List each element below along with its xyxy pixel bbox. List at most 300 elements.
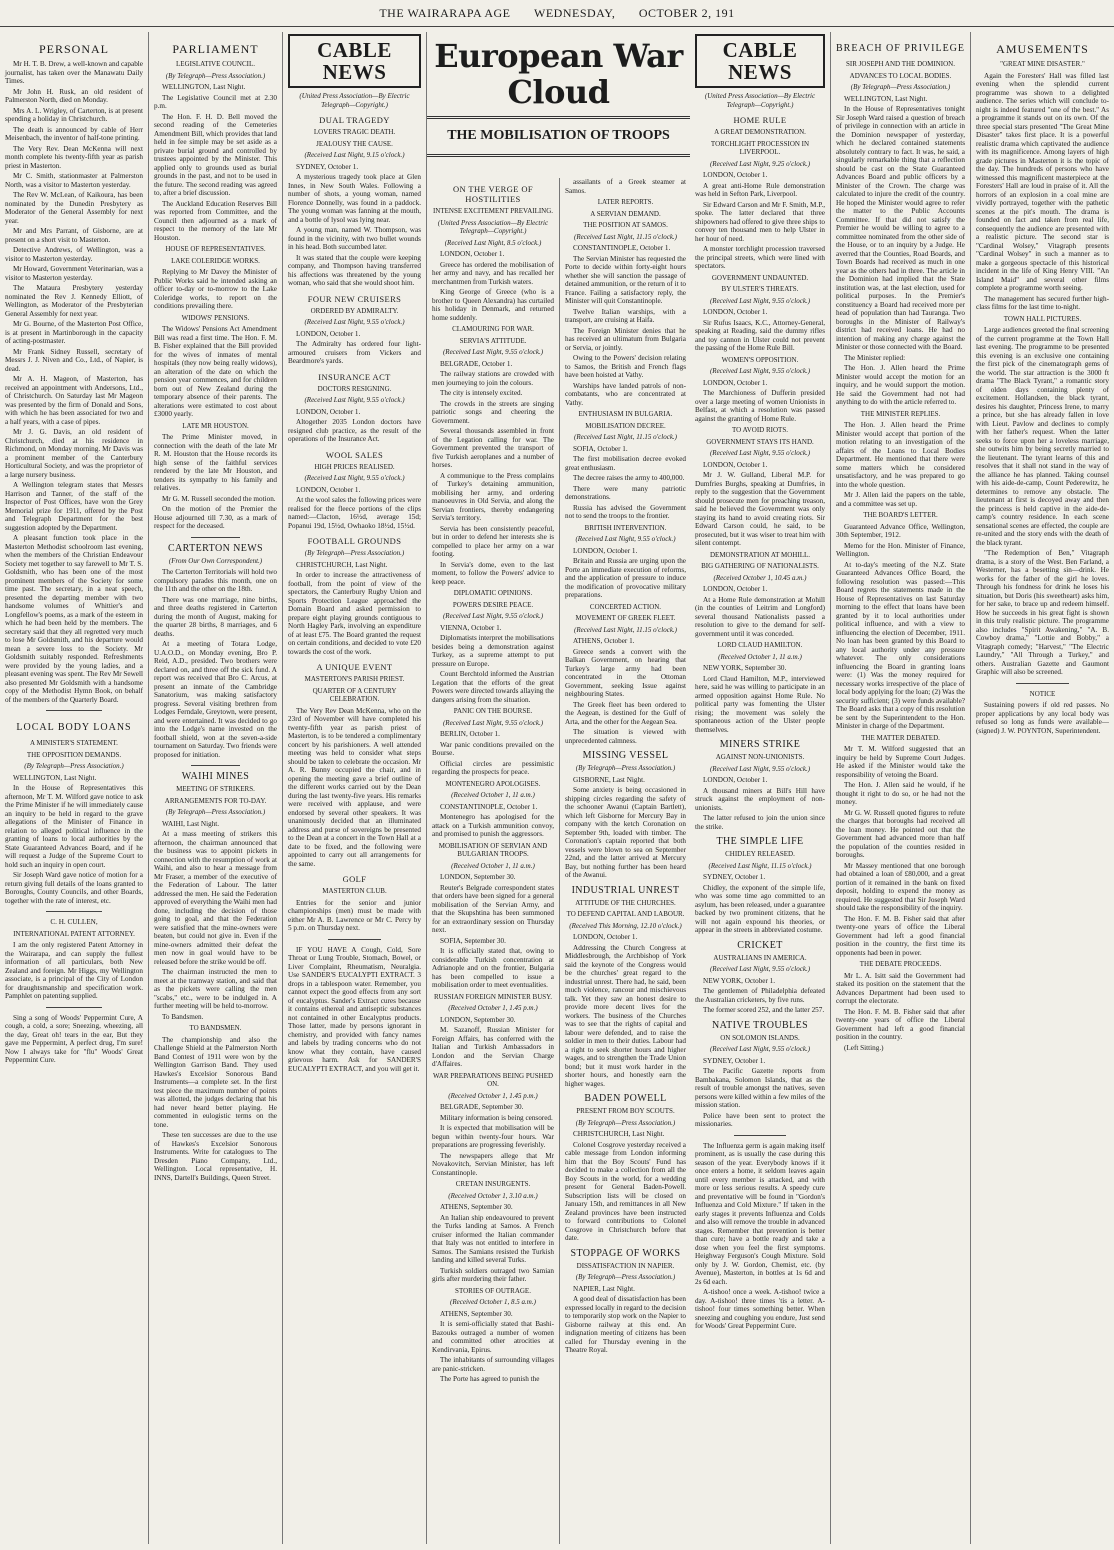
article-body xyxy=(154,268,277,311)
subheading: TO AVOID RIOTS. xyxy=(732,426,788,434)
paragraph: LONDON, October 1. xyxy=(703,171,768,179)
wire-credit: (United Press Association—By Electric Telegraph—Copyright.) xyxy=(704,92,816,109)
paragraph: The Carterton Territorials will hold two compulsory parades this month, one on the 11th and the other on the 18th. xyxy=(154,568,277,593)
paragraph: SYDNEY, October 1. xyxy=(703,873,766,881)
headline: FOOTBALL GROUNDS xyxy=(307,536,402,546)
subheading: BIG GATHERING OF NATIONALISTS. xyxy=(701,562,819,570)
received-note: (Received Last Night, 9.15 o'clock.) xyxy=(304,151,405,159)
paragraph: Turkish soldiers outraged two Samian girls after murdering their father. xyxy=(432,1266,554,1283)
paragraph: Mr A. H. Mageon, of Masterton, has received an appointment with Andersons, Ltd., of Christchurch. On Saturday last Mr Mageon was presented by the firm of Donald and Sons, with which he has been associated for two and a half years, with a case of pipes. xyxy=(5,375,143,426)
paragraph: NEW YORK, October 1. xyxy=(703,976,776,985)
article-body xyxy=(695,1057,825,1129)
paragraph: At a Home Rule demonstration at Mohill (in the counties of Leitrim and Longford) several thousand Nationalists passed a resolution to give to the demand for self-government until it was conceded. xyxy=(695,595,825,638)
subheading: TORCHLIGHT PROCESSION IN LIVERPOOL. xyxy=(710,139,810,156)
paragraph: Colonel Cosgrove yesterday received a cable message from London informing him that the Boy Scouts' Fund has decided to make a collection from all the Boy Scouts in the world, for a wedding present for General Baden-Powell. Subscription lists will be closed on January 15th, and remittances in all New Zealand provinces have been instructed to forward contributions to Colonel Cosgrove in Christchurch before that date. xyxy=(565,1140,686,1242)
paragraph: The Legislative Council met at 2.30 p.m. xyxy=(154,93,277,110)
paragraph: An Italian ship endeavoured to prevent the Turks landing at Samos. A French cruiser informed the Italian commander that Italy was not entitled to interfere in Samos. The Samians resisted the Turkish landing and killed several Turks. xyxy=(432,1213,554,1264)
received-note: (Received Last Night, 9.55 o'clock.) xyxy=(442,612,544,620)
received-note: (Received October 1, 10.45 a.m.) xyxy=(713,573,807,582)
received-note: (Received Last Night, 9.55 o'clock.) xyxy=(709,449,811,457)
paragraph: There was one marriage, nine births, and three deaths registered in Carterton during the month of August, making for the quarter 28 births, 8 marriages, and 6 deaths. xyxy=(154,595,277,638)
section-heading-waihi: WAIHI MINES xyxy=(181,771,250,782)
paragraph: LONDON, October 1. xyxy=(703,378,768,387)
paragraph: At a meeting of Totara Lodge, U.A.O.D., on Monday evening, Bro P. Reid, A.D., presided. Two brothers were declared on, and three off the sick fund. A report was received that Bro C. Arcus, at present an inmate of the Cambridge Sanatorium, was making satisfactory progress. Several visiting brethren from Lodges Ferndale, Greytown, were present, and were entertained. It was decided to go into the Lodge's name invested on the football shield, won at the seven-a-side tournament on Saturday. Two friends were proposed for initiation. xyxy=(154,640,277,759)
paragraph: The Hon. F. H. D. Bell moved the second reading of the Cemeteries Amendment Bill, which provides that land held in fee simple may be set aside as a private burial ground and controlled by trustees appointed by the Minister. This applied only to grounds used as burial grounds in the past, and not to be used in the future. The second reading was agreed to, after a brief discussion. xyxy=(154,112,277,197)
paragraph: At to-day's meeting of the N.Z. State Guaranteed Advances Office Board, the following resolution was passed:—This Board regrets the statements made in the House of Representatives on last Saturday morning to the effect that loans have been granted by it to local authorities under political influence, and with a view to influencing the election of December, 1911. No loan has been granted by this Board to any local authority under any pressure whatever. The only considerations influencing the Board in granting loans were: (1) Was the money required for necessary works irrespective of the place of local body applying for the loan; (2) Was the security sufficient; (3) were funds available? The Board asks that a copy of this resolution be sent by the Superintendent to the Hon. Minister in charge of the Department. xyxy=(836,560,965,730)
article-body xyxy=(565,1130,686,1243)
paragraph: Memo for the Hon. Minister of Finance, Wellington. xyxy=(836,541,965,558)
paragraph: A Wellington telegram states that Messrs Harrison and Tanner, of the staff of the Inspector of Post Offices, have won the Grey Memorial prize for 1911, offered by the Post and Telegraph Department for the best suggestion adopted by the Department. xyxy=(5,481,143,532)
section-heading-local-body-loans: LOCAL BODY LOANS xyxy=(16,722,132,733)
masthead-title: THE WAIRARAPA AGE xyxy=(379,6,511,20)
subheading: ATTITUDE OF THE CHURCHES. xyxy=(575,898,676,907)
subheading: MONTENEGRO APOLOGISES. xyxy=(445,779,541,788)
subheading: LEGISLATIVE COUNCIL. xyxy=(176,60,255,68)
divider xyxy=(191,765,240,766)
paragraph: Mr and Mrs Parrant, of Gisborne, are at present on a short visit to Masterton. xyxy=(5,227,143,244)
article-body xyxy=(432,624,554,705)
paragraph: The Marchioness of Dufferin presided over a large meeting of women Unionists in Belfast, at which a resolution was passed against the granting of Home Rule. xyxy=(695,389,825,423)
paragraph: The Greek fleet has been ordered to the Aegean, is destined for the Gulf of Arta, and the other for the Aegean Sea. xyxy=(565,700,686,726)
divider xyxy=(46,710,101,711)
subheading: MASTERTON CLUB. xyxy=(322,887,387,895)
divider xyxy=(46,1007,101,1008)
paragraph: Count Berchtold informed the Austrian Legation that the efforts of the great Powers were directed towards allaying the dangers arising from the situation. xyxy=(432,670,554,704)
paragraph: At the wool sales the following prices were realised for the fleece portions of the clips named:—Clacton, 16½d, average 15d; Popanui 19d, 15½d, Owhaoko 18½d, 15½d. xyxy=(288,496,421,530)
subheading: THE BOARD'S LETTER. xyxy=(863,511,938,519)
paragraph: Servia has been consistently peaceful, but in order to defend her interests she is compelled to place her army on a war footing. xyxy=(432,524,554,558)
paragraph: The crowds in the streets are singing patriotic songs and cheering the Government. xyxy=(432,399,554,425)
subheading: THE POSITION AT SAMOS. xyxy=(583,221,668,229)
divider xyxy=(328,939,381,940)
paragraph: Some anxiety is being occasioned in shipping circles regarding the safety of the schooner Awanui (Captain Bartlett), which left Gisborne for Mercury Bay in company with the ketch Coronation on September 9th, loaded with timber. The Coronation's captain reported that both vessels were blown to sea on September 22nd, and the latter arrived at Mercury Bay, but nothing further has been heard of the Awanui. xyxy=(565,786,686,879)
article-body xyxy=(432,1016,554,1069)
article-body xyxy=(154,1036,277,1183)
article-body xyxy=(432,1103,554,1177)
divider xyxy=(46,911,101,912)
paragraph: WELLINGTON, Last Night. xyxy=(844,94,928,103)
paragraph: It was stated that the couple were keeping company, and Thompson having transferred his affections was threatened by the young woman, who said that she would shoot him. xyxy=(288,253,421,287)
received-note: (Received October 1, 8.5 a.m.) xyxy=(450,1298,536,1306)
wire-credit: (By Telegraph—Press Association.) xyxy=(304,549,405,557)
paragraph: ATHENS, October 1. xyxy=(573,637,635,645)
paragraph: Mrs A. L. Wrigley, of Carterton, is at present spending a holiday in Christchurch. xyxy=(5,106,143,123)
paragraph: Mr J. Allen laid the papers on the table, and a committee was set up. xyxy=(836,491,965,508)
article-body xyxy=(976,326,1109,677)
paragraph: LONDON, October 1. xyxy=(703,585,768,593)
paragraph: In Servia's dome, even to the last moment, to follow the Powers' advice to keep peace. xyxy=(432,560,554,586)
paragraph: Again the Foresters' Hall was filled last evening when the splendid current programme was shown to a delighted audience. The series which will conclude to-night is indeed featured "one of the best." As a programme it stands out on its own. Of the three special stars presented "The Great Mine Disaster" takes first place. It is a powerful realistic drama which captivated the audience with its magnificence. Among layers of high grade pictures in Masterton it is the topic of the day. The hundreds of persons who have witnessed this magnificent masterpiece at the Foresters' Hall are loud in praise of it. All the horrors of an explosion in a coal mine are vividly portrayed, together with the pathetic scenes at the pit's mouth. The drama is founded on fact and taken from real life, consequently the audience are presented with a realistic picture. The second star is "Cardinal Wolsey," Vitagraph presents "Cardinal Wolsey" in such a manner as to make a gorgeous spectacle of this historical incident in the life of King Henry VIII. "An Island Maid" and several other films complete a programme worth seeing. xyxy=(976,71,1109,292)
paragraph: GISBORNE, Last Night. xyxy=(573,775,645,784)
wire-credit: (By Telegraph—Press Association.) xyxy=(575,764,676,772)
article-body xyxy=(695,379,825,424)
article-body-local-body-loans xyxy=(5,774,143,906)
paragraph: Large audiences greeted the final screening of the current programme at the Town Hall last evening. The programme to be presented this evening is an exclusive one containing the first pick of the cinematograph gems of the world. The star attraction is the 3000 ft drama "The Black Tyrant," a romantic story of olden days containing plenty of excitement. Hollandsen, the black tyrant, desires his daughter, Princess Irene, to marry a prince, but she has already fallen in love with Lieut. Pavlow and declines to comply with her father's request. When the latter seeks to force upon her a loveless marriage, she outwits him by being secretly married to the lieutenant. The tyrant learns of this and resolves that it shall not stand in the way of the alliance he has planned. Taking counsel with his aide-de-camp, Count Pederewitz, he determines to remove any obstacle. The lieutenant at first is decoyed away and then the princess is held captive in the aide-de-camp's country residence. In each scene sensational scenes are effected, the couple are re-united and the story ends with the death of the black tyrant. xyxy=(976,326,1109,547)
paragraph: Mr Massey mentioned that one borough had obtained a loan of £80,000, and a great portion of it remained in the bank on fixed deposit, holding to expend the money as required. He suggested that Sir Joseph Ward should take the responsibility of the inquiry. xyxy=(836,861,965,912)
received-note: (Received October 1, 11 a.m.) xyxy=(718,652,802,661)
headline: ON THE VERGE OF HOSTILITIES xyxy=(452,184,534,204)
headline: THE SIMPLE LIFE xyxy=(716,836,804,847)
received-note: (Received Last Night, 9.55 o'clock.) xyxy=(709,965,811,973)
article-body xyxy=(695,308,825,353)
subheading: LATE MR HOUSTON. xyxy=(182,421,249,430)
paragraph: The Very Rev. Dean McKenna will next month complete his twenty-fifth year as parish priest in Masterton. xyxy=(5,144,143,170)
paragraph: Replying to Mr Davey the Minister of Public Works said he intended asking an officer to-day or to-morrow to the Lake Coleridge works, to report on the conditions prevailing there. xyxy=(154,268,277,310)
headline: CRICKET xyxy=(737,939,783,951)
subheading: THE DEBATE PROCEEDS. xyxy=(859,960,942,968)
paragraph: The Hon. J. Allen heard the Prime Minister would accept the motion for an inquiry, and he would support the motion. He said the Government had not had anything to do with the article referred to. xyxy=(836,364,965,406)
paragraph: A communique to the Press complains of Turkey's detaining ammunition, mobilising her army, and ordering manoeuvres in Old Servia, and along the Servian frontiers, thereby endangering Servia's territory. xyxy=(432,471,554,522)
subheading: DEMONSTRATION AT MOHILL. xyxy=(709,550,810,559)
paragraph: Mr H. T. B. Drew, a well-known and capable journalist, has taken over the Manawatu Daily Times. xyxy=(5,60,143,85)
article-body xyxy=(154,568,277,759)
subheading: ORDERED BY ADMIRALTY. xyxy=(310,306,399,315)
column-breach-of-privilege xyxy=(830,32,970,1544)
subheading: LAKE COLERIDGE WORKS. xyxy=(171,256,260,265)
subheading: INTENSE EXCITEMENT PREVAILING. xyxy=(432,207,554,215)
wire-credit: (By Telegraph—Press Association.) xyxy=(165,71,266,80)
masthead-date: OCTOBER 2, 191 xyxy=(638,6,735,20)
paragraph: Guaranteed Advance Office, Wellington, 30th September, 1912. xyxy=(836,522,965,539)
paragraph: The newspapers allege that Mr Novakovitch, Servian Minister, has left Constantinople. xyxy=(432,1151,554,1177)
paragraph: Warships have landed patrols of non-combatants, who are concentrated at Vathy. xyxy=(565,381,686,407)
subheading: SIR JOSEPH AND THE DOMINION. xyxy=(846,60,955,68)
received-note: (Received Last Night, 9.55 o'clock.) xyxy=(709,764,811,773)
paragraph: In the House of Representatives this afternoon, Mr T. M. Wilford gave notice to ask the Prime Minister if he will immediately cause an inquiry to be held in regard to the grave allegations of the Minister of Finance in relation to alleged political influence in the granting of loans to local authorities by the State Guaranteed Advances Board, and if he will request a Judge of the Supreme Court to hold such an inquiry in open court. xyxy=(5,784,143,869)
subheading: THE MATTER DEBATED. xyxy=(861,733,940,742)
article-body xyxy=(154,325,277,419)
paragraph: Mr L. A. Isitt said the Government had staked its position on the statement that the Advances Department had been used to corrupt the electorate. xyxy=(836,971,965,1005)
subheading: DOCTORS RESIGNING. xyxy=(317,384,392,393)
subheading: ON SOLOMON ISLANDS. xyxy=(720,1033,800,1042)
paragraph: The Minister replied: xyxy=(844,353,906,362)
article-body xyxy=(288,486,421,531)
paragraph: The Hon. J. Allen heard the Prime Minister would accept that portion of the motion relating to an investigation of the affairs of the Loans to Local Bodies Department. He mentioned that there were some matters which he considered unsatisfactory, and he was prepared to go into the whole question. xyxy=(836,421,965,489)
advert-name: C. H. CULLEN, xyxy=(50,918,98,926)
article-body xyxy=(432,360,554,587)
paragraph: SYDNEY, October 1. xyxy=(703,1056,766,1065)
paragraph: Mr John H. Rusk, an old resident of Palmerston North, died on Monday. xyxy=(5,87,143,104)
paragraph: There were many patriotic demonstrations. xyxy=(565,484,686,501)
section-heading-breach: BREACH OF PRIVILEGE xyxy=(836,43,966,54)
column-parliament xyxy=(148,32,282,1544)
war-cloud-section xyxy=(426,32,690,1544)
wire-credit: (By Telegraph—Press Association.) xyxy=(575,1118,676,1127)
paragraph: Several thousands assembled in front of the Legation calling for war. The Government prevented the transport of five Turkish aeroplanes and a number of horses. xyxy=(432,427,554,469)
received-note: (Received Last Night, 9.55 o'clock.) xyxy=(304,396,405,404)
subheading: DISSATISFACTION IN NAPIER. xyxy=(576,1261,675,1270)
advert-ditty: A-tishoo! once a week. A-tishoo! twice a day. A-tishoo! three times 'tis a letter. A-tishoo! four times something better. When sneezing and coughing you endure, Just send for Woods' Great Peppermint Cure. xyxy=(695,1288,825,1330)
paragraph: WELLINGTON, Last Night. xyxy=(13,773,97,782)
headline: HOME RULE xyxy=(733,115,787,125)
received-note: (Received Last Night, 11.15 o'clock.) xyxy=(573,433,678,441)
article-body xyxy=(565,933,686,1088)
column-personal xyxy=(0,32,148,1544)
subheading: ADVANCES TO LOCAL BODIES. xyxy=(849,71,952,80)
divider xyxy=(734,1135,786,1136)
subheading: CRETAN INSURGENTS. xyxy=(455,1180,531,1188)
received-note: (Received Last Night, 9.55 o'clock.) xyxy=(442,718,544,727)
advert-text: I am the only registered Patent Attorney in the Wairarapa, and can supply the fullest information of all particulars, both New Zealand and foreign. Mr Higgs, my Wellington associate, is a principal of the City of London for draughtsmanship and specification work. Pamphlet on patenting supplied. xyxy=(5,941,143,1000)
received-note: (Received October 1, 1.45 p.m.) xyxy=(448,1091,538,1100)
paragraph: The Hon. F. M. B. Fisher said that after twenty-one years of office the Liberal Government had left a good financial position in the country. xyxy=(836,1007,965,1041)
headline: INSURANCE ACT xyxy=(318,371,391,382)
article-body xyxy=(432,250,554,322)
paragraph: Mr Howard, Government Veterinarian, was a visitor to Masterton yesterday. xyxy=(5,265,143,282)
paragraph: (Left Sitting.) xyxy=(844,1043,884,1052)
subheading: WIDOWS' PENSIONS. xyxy=(181,313,250,322)
article-body xyxy=(836,523,965,731)
article-body xyxy=(695,873,825,935)
paragraph: SOFIA, October 1. xyxy=(573,444,628,453)
paragraph: Greece sends a convert with the Balkan Government, on hearing that Turkey's large army had been concentrated in the Ottoman Government, seeking Issue against neighbouring States. xyxy=(565,647,686,698)
paragraph: BELGRADE, September 30. xyxy=(440,1103,524,1111)
received-note: (Received Last Night, 9.55 o'clock.) xyxy=(304,318,405,326)
paragraph: WAIHI, Last Night. xyxy=(162,819,220,828)
headline: MISSING VESSEL xyxy=(582,750,669,761)
section-heading-parliament: PARLIAMENT xyxy=(172,42,259,56)
paragraph: LONDON, September 30. xyxy=(440,1015,516,1024)
subheading: MOBILISATION DECREE. xyxy=(585,421,666,430)
paragraph: Sir Edward Carson and Mr F. Smith, M.P., spoke. The latter declared that three shipowners had offered to give three ships to convey ten thousand men to help Ulster in her hour of need. xyxy=(695,200,826,243)
paragraph: The Hon. F. M. B. Fisher said that after twenty-one years of office the Liberal Government had left a good financial position in the country, the first time its opponents had been in power. xyxy=(836,914,965,957)
paragraph: King George of Greece (who is a brother to Queen Alexandra) has curtailed his holiday in Denmark, and returned home suddenly. xyxy=(432,288,554,322)
article-body xyxy=(565,547,686,600)
paragraph: Owing to the Powers' decision relating to Samos, the British and French flags have been hoisted at Vathy. xyxy=(565,354,686,379)
paragraph: LONDON, October 1. xyxy=(296,407,361,416)
paragraph: LONDON, October 1. xyxy=(296,329,361,338)
subheading: ARRANGEMENTS FOR TO-DAY. xyxy=(164,796,267,805)
subheading: "GREAT MINE DISASTER." xyxy=(1000,60,1085,68)
received-note: (Received October 1, 11 a.m.) xyxy=(451,791,535,799)
subheading: LATER REPORTS. xyxy=(597,198,654,206)
masthead xyxy=(0,0,1114,27)
masthead-day: WEDNESDAY, xyxy=(534,6,616,20)
paragraph: Lord Claud Hamilton, M.P., interviewed here, said he was willing to participate in an armed opposition against Home Rule. No political party was fomenting the Ulster rising; the movement was solely the spontaneous action of the Ulster people themselves. xyxy=(695,674,825,734)
paragraph: LONDON, October 1. xyxy=(573,933,638,941)
received-note: (Received October 1, 3.10 a.m.) xyxy=(448,1191,538,1200)
article-body xyxy=(836,972,965,1053)
paragraph: The city is intensely excited. xyxy=(440,389,523,397)
subheading: HOUSE OF REPRESENTATIVES. xyxy=(165,245,266,253)
subheading: JEALOUSY THE CAUSE. xyxy=(316,139,393,148)
subheading: PANIC ON THE BOURSE. xyxy=(453,707,533,715)
article-body-personal xyxy=(5,60,143,704)
subheading: THE OPPOSITION DEMANDS. xyxy=(26,750,122,759)
subheading: LORD CLAUD HAMILTON. xyxy=(717,641,803,649)
divider xyxy=(427,116,690,119)
paragraph: Military information is being censored. xyxy=(440,1113,553,1122)
paragraph: The death is announced by cable of Herr Meisenbach, the inventor of half-tone printing. xyxy=(5,125,143,142)
advert-text: IF YOU HAVE A Cough, Cold, Sore Throat or Lung Trouble, Stomach, Bowel, or Liver Complaint, Rheumatism, Neuralgia. Use SANDER'S EUCALYPTI EXTRACT. 3 drops in a tablespoon water. Remember, you cannot expect the good effects from any sort of eucalyptus. Sander's Extract cures because it contains ethereal and antiseptic substances not contained in other Eucalyptus products. Those latter, made by persons ignorant in chemistry, and provided with fancy names and labels by trading concerns who do not know what they contain, have caused grievous harm. Ask for SANDER'S EUCALYPTI EXTRACT, and you will get it. xyxy=(288,945,421,1073)
war-column-left xyxy=(427,178,559,1544)
received-note: (Received October 1, 1.45 p.m.) xyxy=(448,1004,538,1012)
paragraph: LONDON, October 1. xyxy=(296,485,361,494)
article-body xyxy=(288,899,421,933)
wire-credit: (United Press Association—By Electric Telegraph—Copyright.) xyxy=(299,92,410,109)
paragraph: Altogether 2035 London doctors have resigned club practice, as the result of the operations of the Insurance Act. xyxy=(288,418,421,443)
paragraph: LONDON, October 1. xyxy=(573,546,638,555)
subheading: HIGH PRICES REALISED. xyxy=(314,462,395,471)
subheading: STORIES OF OUTRAGE. xyxy=(455,1286,531,1295)
article-body xyxy=(288,561,421,657)
article-body xyxy=(565,178,686,195)
divider xyxy=(427,154,690,157)
advert-ditty: Sing a song of Woods' Peppermint Cure, A cough, a cold, a sore; Sneezing, wheezing, all the day, Great oh! tears in the ear, But they gave me Peppermint, A perfect drug, I'm sure! Now I always take for "flu" Woods' Great Peppermint Cure. xyxy=(5,1013,143,1064)
article-body xyxy=(154,433,277,531)
subheading: PRESENT FROM BOY SCOUTS. xyxy=(576,1107,675,1115)
subheading: RUSSIAN FOREIGN MINISTER BUSY. xyxy=(433,992,553,1001)
headline: NATIVE TROUBLES xyxy=(711,1019,809,1031)
headline: MINERS STRIKE xyxy=(719,739,801,750)
paragraph: Reuter's Belgrade correspondent states that orders have been signed for a general mobilisation of the Servian Army, and that the Skupshtina has been summoned for an extraordinary session on Thursday next. xyxy=(432,883,554,934)
paragraph: NEW YORK, September 30. xyxy=(703,664,787,672)
article-body xyxy=(695,461,825,548)
paragraph: Police have been sent to protect the missionaries. xyxy=(695,1111,825,1128)
paragraph: LONDON, October 1. xyxy=(440,250,505,258)
paragraph: Mr G. M. Russell seconded the motion. xyxy=(162,494,276,503)
war-column-right xyxy=(559,178,691,1544)
received-note: (Received Last Night, 9.55 o'clock.) xyxy=(442,348,544,356)
received-note: (Received Last Night, 9.55 o'clock.) xyxy=(709,1045,811,1053)
paragraph: The Servian Minister has requested the Porte to decide within forty-eight hours whether she will sanction the passage of detained ammunition, or the return of it to France. Failing a satisfactory reply, the Minister will quit Constantinople. xyxy=(565,254,686,305)
article-body xyxy=(432,803,554,839)
subheading: CLAMOURING FOR WAR. xyxy=(452,325,534,333)
paragraph: The gentlemen of Philadelphia defeated the Australian cricketers, by five runs. xyxy=(695,987,825,1004)
paragraph: A great anti-Home Rule demonstration was held in Sefton Park, Liverpool. xyxy=(695,181,825,198)
paragraph: The Porte has agreed to punish the xyxy=(440,1375,540,1383)
paragraph: ATHENS, September 30. xyxy=(440,1309,513,1318)
paragraph: Russia has advised the Government not to send the troops to the frontier. xyxy=(565,503,686,520)
subheading: ENTHUSIASM IN BULGARIA. xyxy=(578,410,673,418)
subheading: SERVIA'S ATTITUDE. xyxy=(459,336,527,345)
received-note: (Received Last Night, 8.5 o'clock.) xyxy=(444,238,542,247)
paragraph: A mysterious tragedy took place at Glen Innes, in New South Wales. Following a number of shots, a young woman, named Florence Donnelly, was found in a paddock. The young woman was fanning at the mouth, and a bottle of lysol was lying near. xyxy=(288,173,421,224)
paragraph: The decree raises the army to 400,000. xyxy=(573,474,685,482)
paragraph: LONDON, September 30. xyxy=(440,873,516,881)
article-body xyxy=(154,820,277,1022)
received-note: (Received This Morning, 12.10 o'clock.) xyxy=(569,921,682,930)
section-heading-carterton: CARTERTON NEWS xyxy=(167,542,264,554)
received-note: (Received Last Night, 9.25 o'clock.) xyxy=(709,159,811,168)
subheading: TO DEFEND CAPITAL AND LABOUR. xyxy=(566,910,685,918)
paragraph: LONDON, October 1. xyxy=(703,460,768,469)
paragraph: It is expected that mobilisation will be begun within twenty-four hours. War preparations are progressing feverishly. xyxy=(432,1124,554,1149)
paragraph: CONSTANTINOPLE, October 1. xyxy=(573,244,671,252)
paragraph: Sir Rufus Isaacs, K.C., Attorney-General, speaking at Reading, said the dummy rifles and toy cannon in Ulster could not prevent the passing of the Home Rule Bill. xyxy=(695,318,825,352)
article-body xyxy=(695,171,825,271)
paragraph: The Widows' Pensions Act Amendment Bill was read a first time. The Hon. F. M. B. Fisher explained that the Bill provided for the wives of inmates of mental hospitals (they now being really widows), an alteration of the date on which the pension year commences, and for children born out of New Zealand during the temporary absence of their parents. The alterations were estimated to cost about £3000 yearly. xyxy=(154,325,277,418)
received-note: (Received October 1, 11 a.m.) xyxy=(451,861,535,870)
divider xyxy=(1016,683,1069,684)
subheading: WOMEN'S OPPOSITION. xyxy=(721,355,799,364)
paragraph: LONDON, October 1. xyxy=(703,308,768,316)
article-body xyxy=(695,776,825,831)
headline: GOLF xyxy=(342,874,367,884)
paragraph: The chairman instructed the men to meet at the tramway station, and said that as the pickets were calling the men "scabs," etc., were to be indulged in. A further meeting will be held to-morrow. xyxy=(154,968,277,1010)
paragraph: Greece has ordered the mobilisation of her army and navy, and has recalled her merchantmen from Turkish waters. xyxy=(432,260,554,286)
paragraph: SYDNEY, October 1. xyxy=(296,162,359,171)
column-cable-news-1 xyxy=(282,32,426,1544)
headline: A UNIQUE EVENT xyxy=(316,662,393,672)
paragraph: It is semi-officially stated that Bashi-Bazouks outraged a number of women and committed other atrocities at Kendirvania, Epirus. xyxy=(432,1320,554,1354)
wire-credit: (By Telegraph—Press Association.) xyxy=(575,1273,676,1281)
paragraph: The former scored 252, and the latter 257. xyxy=(703,1006,825,1014)
subheading: GOVERNMENT UNDAUNTED. xyxy=(711,273,809,282)
article-body xyxy=(288,408,421,444)
received-note: (Received Last Night, 9.55 o'clock.) xyxy=(709,367,811,375)
subheading: POWERS DESIRE PEACE. xyxy=(452,600,534,609)
paragraph: War panic conditions prevailed on the Bourse. xyxy=(432,740,554,757)
subheading: QUARTER OF A CENTURY CELEBRATION. xyxy=(312,686,397,703)
paragraph: CONSTANTINOPLE, October 1. xyxy=(440,802,538,811)
subheading: BRITISH INTERVENTION. xyxy=(584,523,667,532)
article-body xyxy=(432,1310,554,1384)
paragraph: The Auckland Education Reserves Bill was reported from Committee, and the Council then adjourned as a mark of respect to the memory of the late Mr Houston. xyxy=(154,199,277,242)
war-cloud-subheadline: THE MOBILISATION OF TROOPS xyxy=(447,128,670,143)
article-body xyxy=(154,83,277,242)
article-body xyxy=(976,72,1109,312)
paragraph: The management has secured further high-class films for the last time to-night. xyxy=(976,294,1109,311)
subheading: GOVERNMENT STAYS ITS HAND. xyxy=(706,437,814,446)
paragraph: The Very Rev Dean McKenna, who on the 23rd of November will have completed his twenty-fifth year as parish priest of Masterton, is to be tendered a complimentary concert by his parishioners. A well attended meeting was held to consider what steps should be taken to celebrate the occasion. Mr A. R. Bunny occupied the chair, and in opening the meeting gave a brief outline of the different works carried out by the Dean during the last twenty-five years. His remarks were received with applause, and were endorsed by several other speakers. It was unanimously decided that an illuminated address and purse of sovereigns be presented to the Dean at a concert in the Town Hall at a date to be fixed, and the following were appointed to carry out all arrangements for the same. xyxy=(288,706,421,868)
paragraph: The Foreign Minister denies that he has received an ultimatum from Bulgaria or Servia, or jointly. xyxy=(565,326,686,352)
received-note: (Received Last Night, 9.55 o'clock.) xyxy=(304,474,405,482)
article-body xyxy=(695,585,825,638)
subheading: TOWN HALL PICTURES. xyxy=(1003,314,1082,323)
paragraph: A good deal of dissatisfaction has been expressed locally in regard to the decision to temporarily stop work on the Napier to Gisborne railway at this end. An indignation meeting of citizens has been called for Thursday evening in the Theatre Royal. xyxy=(565,1295,686,1354)
paragraph: Britain and Russia are urging upon the Porte an immediate execution of reforms, and the application of pressure to induce the modification of provocative military preparations. xyxy=(565,557,686,599)
paragraph: These ten successes are due to the use of Hawkes's Excelsior Sonorous Instruments. Write for catalogues to The Dresden Piano Company, Ltd., Wellington. Local representative, H. INNS, Dartell's Buildings, Queen Street. xyxy=(154,1131,277,1182)
wire-credit: (From Our Own Correspondent.) xyxy=(168,556,263,565)
subheading: MASTERTON'S PARISH PRIEST. xyxy=(304,675,405,683)
section-heading-cable-news: CABLE NEWS xyxy=(695,34,825,88)
paragraph: BERLIN, October 1. xyxy=(440,730,500,738)
paragraph: A monster torchlight procession traversed the principal streets, which were lined with spectators. xyxy=(695,245,825,270)
paragraph: Diplomatists interpret the mobilisations besides being a demonstration against Turkey, as a supreme attempt to put pressure on Europe. xyxy=(432,634,554,668)
article-body xyxy=(836,745,965,957)
paragraph: Mr J. W. Gulland, Liberal M.P. for Dumfries Burghs, speaking at Dumfries, in reply to the suggestion that the Government should prosecute men for preaching treason, said he believed the Government was only staying its hand to avoid creating riots. Sir Edward Carson could, he said, to be prosecuted, but it was wiser to treat him with silent contempt. xyxy=(695,471,825,547)
war-cloud-headline: European War Cloud xyxy=(434,37,683,111)
paragraph: assailants of a Greek steamer at Samos. xyxy=(565,178,686,195)
paragraph: Entries for the senior and junior championships (men) must be made with either Mr A. B. Lawrence or Mr C. Percy by 5 p.m. on Thursday next. xyxy=(288,898,421,932)
wire-credit: (United Press Association—By Electric Telegraph—Copyright.) xyxy=(437,218,549,235)
received-note: (Received Last Night, 9.55 o'clock.) xyxy=(575,535,676,543)
paragraph: The Pacific Gazette reports from Bambakana, Solomon Islands, that as the result of trouble amongst the natives, seven persons were killed within a few miles of the mission station. xyxy=(695,1067,825,1109)
paragraph: LONDON, October 1. xyxy=(703,776,768,784)
paragraph: Twelve Italian warships, with a transport, are cruising at Haifa. xyxy=(565,307,686,324)
paragraph: The latter refused to join the union since the strike. xyxy=(695,814,825,831)
paragraph: CHRISTCHURCH, Last Night. xyxy=(573,1130,665,1138)
article-body xyxy=(565,776,686,880)
paragraph: Mr G. W. Russell quoted figures to refute the charges that boroughs had received all the loan money. He pointed out that the Government had advanced more than half the population of the counties resided in boroughs. xyxy=(836,808,965,859)
column-amusements xyxy=(970,32,1114,1544)
headline: BADEN POWELL xyxy=(584,1093,667,1104)
paragraph: CHRISTCHURCH, Last Night. xyxy=(296,560,388,569)
wire-credit: (By Telegraph—Press Association.) xyxy=(850,83,951,91)
subheading: A SERVIAN DEMAND. xyxy=(590,209,661,218)
article-body xyxy=(836,421,965,508)
paragraph: ATHENS, September 30. xyxy=(440,1203,513,1211)
paragraph: The championship and also the Challenge Shield at the Palmerston North Band Contest of 1911 were won by the Wellington Garrison Band. They used Hawkes's Excelsior Sonorous Band Instruments—a complete set. In the first test piece the maximum number of points was allotted, the judges declaring that his had never heard better playing. He commented in eulogistic terms on the tone. xyxy=(154,1035,277,1129)
article-body xyxy=(695,977,825,1015)
paragraph: To Bandsmen. xyxy=(162,1012,204,1021)
subheading: DIPLOMATIC OPINIONS. xyxy=(453,589,533,597)
subheading: MEETING OF STRIKERS. xyxy=(176,785,255,793)
section-heading-amusements: AMUSEMENTS xyxy=(996,42,1089,56)
paragraph: In the House of Representatives tonight Sir Joseph Ward raised a question of breach of privilege in connection with an article in the Dominion newspaper of yesterday, which he declared contained statements absolutely contrary to fact. It was, he said, a singularly remarkable thing that a reflection should be cast on the State Guaranteed Advances Board and public officers by a Minister of the Crown. The charge was calculated to injure the credit of the country. He hoped the Minister would agree to refer the matter to the Public Accounts Committee. If that did not satisfy the Premier he would be willing to agree to a committee nominated from the other side of the House, or to an inquiry by a Judge. He averred that the Counties, Road Boards, and Town Boards had received as much in one year as the others had in three. The article in the Dominion had implied that the State institution was, at the last election, used for political purposes. In the Premier's constituency a Board had received more per head of population than had Tauranga. Two boroughs in the Minister of Railway's district had received loans. He had no intention of making any charge against the Minister or those connected with the Board. xyxy=(836,105,965,351)
paragraph: Detective Andrews, of Wellington, was a visitor to Masterton yesterday. xyxy=(5,246,143,263)
